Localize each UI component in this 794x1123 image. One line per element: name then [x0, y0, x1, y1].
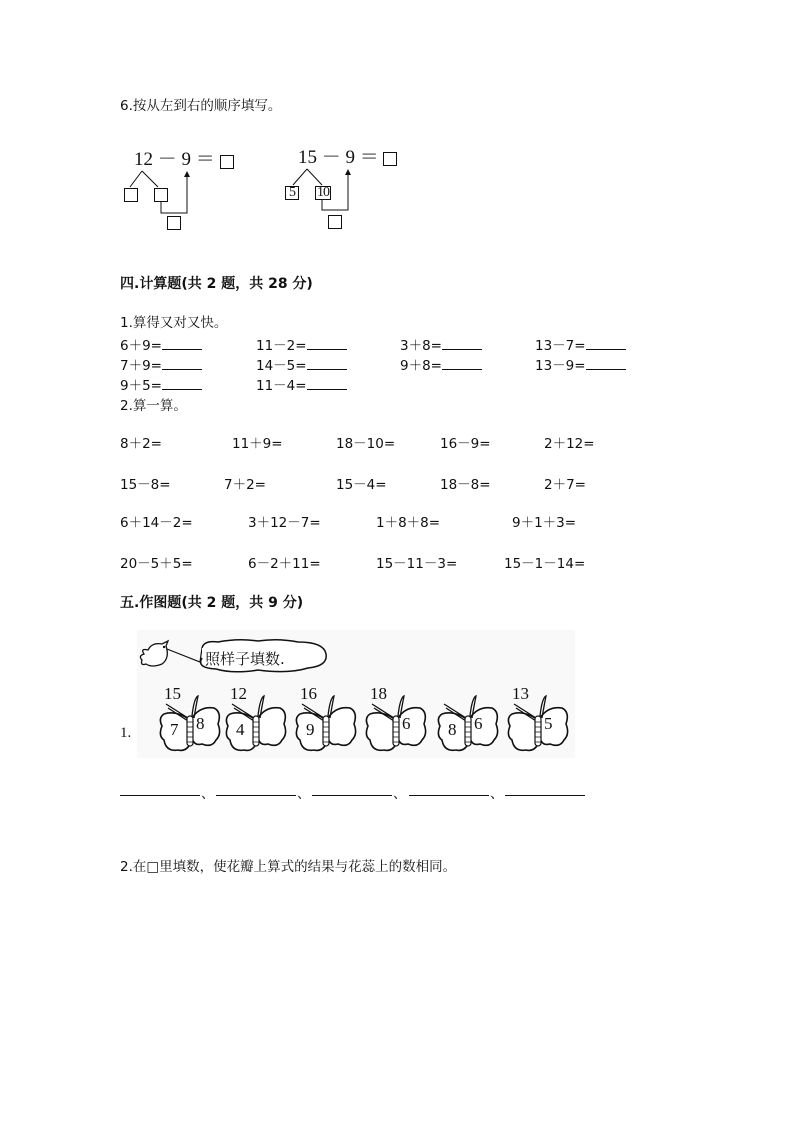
equation-2 [298, 147, 379, 168]
subtrahend: 9 [181, 149, 192, 170]
butterfly-left-wing-number: 4 [236, 720, 245, 739]
butterfly [222, 684, 290, 760]
quick-calc-item: 13－7= [535, 337, 626, 354]
answer-blank[interactable] [162, 357, 202, 370]
subtrahend: 9 [345, 147, 356, 168]
calc-item: 2＋7= [544, 477, 586, 493]
answer-blank[interactable] [307, 337, 347, 350]
calc-item: 6＋14－2= [120, 515, 193, 531]
answer-line[interactable] [312, 795, 392, 796]
question-6-title: 6.按从左到右的顺序填写。 [120, 98, 282, 114]
section-5-q1-number: 1. [120, 725, 132, 741]
answer-blank[interactable] [307, 357, 347, 370]
answer-blank[interactable] [586, 357, 626, 370]
quick-calc-item: 9＋5= [120, 377, 202, 394]
calc-item: 6－2＋11= [248, 556, 321, 572]
quick-calc-item: 14－5= [256, 357, 347, 374]
calc-item: 8＋2= [120, 436, 162, 452]
separator: 、 [297, 786, 311, 802]
butterfly-top-number: 16 [300, 684, 317, 703]
answer-line[interactable] [409, 795, 489, 796]
answer-blank[interactable] [162, 377, 202, 390]
left-split-box[interactable] [124, 188, 138, 202]
separator: 、 [393, 786, 407, 802]
operator: － [321, 147, 341, 168]
quick-calc-item: 9＋8= [400, 357, 482, 374]
bubble-text: 照样子填数. [205, 650, 285, 668]
quick-calc-item: 6＋9= [120, 337, 202, 354]
calc-item: 15－8= [120, 477, 171, 493]
calc-item: 7＋2= [224, 477, 266, 493]
equation-1 [134, 149, 215, 170]
right-split-box[interactable] [154, 188, 168, 202]
calc-item: 20－5＋5= [120, 556, 193, 572]
butterfly [156, 684, 224, 760]
answer-blank[interactable] [442, 357, 482, 370]
separator: 、 [490, 786, 504, 802]
section-4-q1-title: 1.算得又对又快。 [120, 315, 228, 331]
answer-blank[interactable] [307, 377, 347, 390]
intermediate-box[interactable] [167, 216, 181, 230]
calc-item: 3＋12－7= [248, 515, 321, 531]
answer-blank[interactable] [162, 337, 202, 350]
equals: ＝ [195, 149, 215, 170]
butterfly [292, 684, 360, 760]
butterfly-top-number: 12 [230, 684, 247, 703]
answer-line[interactable] [216, 795, 296, 796]
equals: ＝ [359, 147, 379, 168]
butterfly [362, 684, 430, 760]
minuend: 12 [134, 149, 153, 170]
quick-calc-item: 7＋9= [120, 357, 202, 374]
butterfly-top-number: 15 [164, 684, 181, 703]
butterfly-right-wing-number: 8 [196, 714, 205, 733]
butterfly-right-wing-number: 6 [402, 714, 411, 733]
calc-item: 15－1－14= [504, 556, 586, 572]
butterfly-top-number: 18 [370, 684, 387, 703]
butterfly-icon [434, 690, 502, 762]
calc-item: 9＋1＋3= [512, 515, 577, 531]
butterfly [504, 684, 572, 760]
calc-item: 18－10= [336, 436, 396, 452]
section-4-heading: 四.计算题(共 2 题，共 28 分) [120, 276, 313, 292]
answer-line[interactable] [505, 795, 585, 796]
calc-item: 15－11－3= [376, 556, 458, 572]
left-split-box[interactable]: 5 [285, 186, 299, 200]
butterfly [434, 684, 502, 760]
butterfly-left-wing-number: 8 [448, 720, 457, 739]
right-split-box[interactable]: 10 [317, 185, 329, 200]
butterfly-right-wing-number: 6 [474, 714, 483, 733]
calc-item: 2＋12= [544, 436, 595, 452]
quick-calc-item: 3＋8= [400, 337, 482, 354]
butterfly-left-wing-number: 9 [306, 720, 315, 739]
intermediate-box[interactable] [328, 215, 342, 229]
bird-icon [140, 641, 168, 666]
separator: 、 [201, 786, 215, 802]
section-4-q2-title: 2.算一算。 [120, 398, 187, 414]
answer-box[interactable] [220, 155, 234, 169]
calc-item: 15－4= [336, 477, 387, 493]
minuend: 15 [298, 147, 317, 168]
butterfly-top-number: 13 [512, 684, 529, 703]
butterfly-right-wing-number: 5 [544, 714, 553, 733]
section-5-q2-title: 2.在□里填数，使花瓣上算式的结果与花蕊上的数相同。 [120, 859, 457, 875]
section-5-heading: 五.作图题(共 2 题，共 9 分) [120, 595, 304, 611]
calc-item: 18－8= [440, 477, 491, 493]
answer-box[interactable] [383, 152, 397, 166]
operator: － [157, 149, 177, 170]
calc-item: 16－9= [440, 436, 491, 452]
butterfly-left-wing-number: 7 [170, 720, 179, 739]
answer-blank[interactable] [442, 337, 482, 350]
answer-blank[interactable] [586, 337, 626, 350]
answer-line[interactable] [120, 795, 200, 796]
calc-item: 11＋9= [232, 436, 283, 452]
quick-calc-item: 13－9= [535, 357, 626, 374]
calc-item: 1＋8＋8= [376, 515, 441, 531]
quick-calc-item: 11－4= [256, 377, 347, 394]
quick-calc-item: 11－2= [256, 337, 347, 354]
